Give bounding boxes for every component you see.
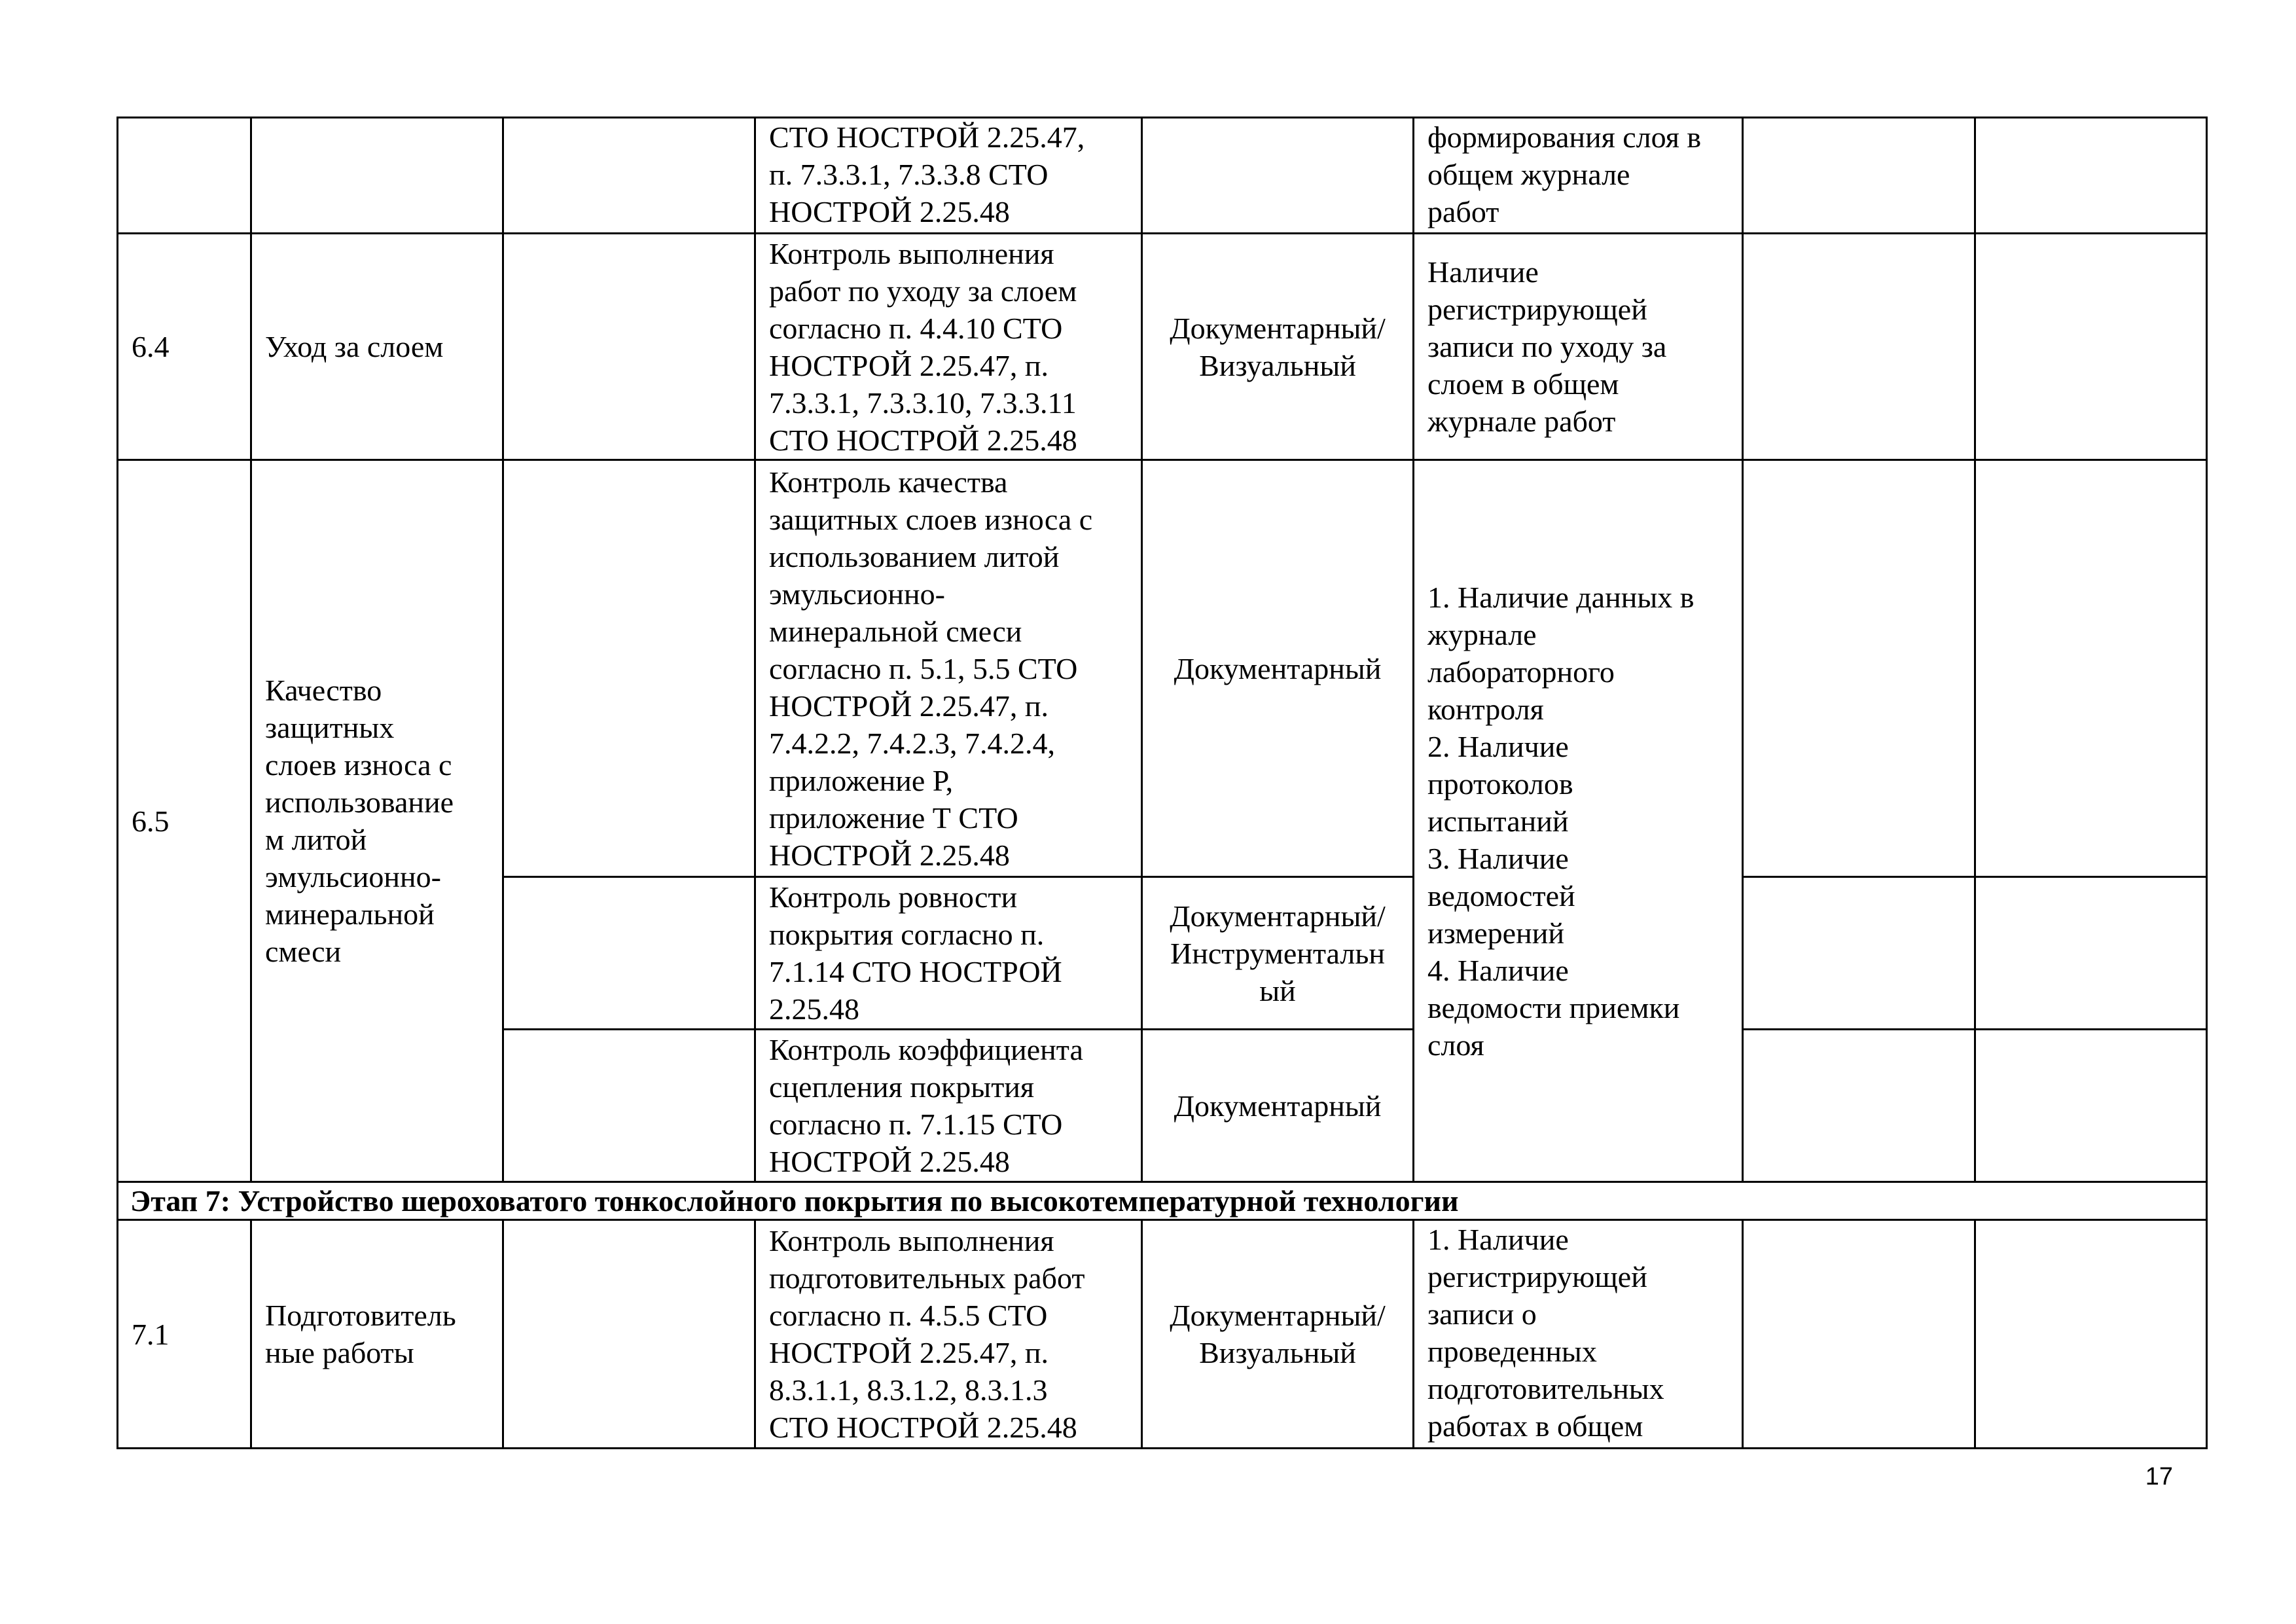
cell-result: 1. Наличие регистрирующей записи о проведенных подготовительных работах в общем [1414,1220,1743,1449]
cell-control: Контроль качества защитных слоев износа с использованием литой эмульсионно- минеральной смеси согласно п. 5.1, 5.5 СТО НОСТРОЙ 2.25.47, п. 7.4.2.2, 7.4.2.3, 7.4.2.4, приложение Р, приложение Т СТО НОСТРОЙ 2.25.48 [755,460,1142,877]
table-row-7-1 [118,1220,2207,1449]
table-row-continuation [118,118,2207,234]
cell-method: Документарный/ Инструментальн ый [1142,877,1414,1030]
cell-stage: Подготовитель ные работы [251,1220,503,1449]
cell-blank [503,234,755,460]
cell-control: Контроль выполнения подготовительных работ согласно п. 4.5.5 СТО НОСТРОЙ 2.25.47, п. 8.3.1.1, 8.3.1.2, 8.3.1.3 СТО НОСТРОЙ 2.25.48 [755,1220,1142,1449]
cell-blank [503,460,755,877]
table-row-6-4 [118,234,2207,460]
cell-stage [251,118,503,234]
cell-control: Контроль ровности покрытия согласно п. 7.1.14 СТО НОСТРОЙ 2.25.48 [755,877,1142,1030]
cell-extra-2 [1975,877,2207,1030]
stage-heading-row [118,1182,2207,1220]
cell-num: 6.5 [118,460,251,1182]
cell-method: Документарный [1142,460,1414,877]
cell-method [1142,118,1414,234]
cell-extra-2 [1975,118,2207,234]
cell-extra-2 [1975,460,2207,877]
cell-blank [503,118,755,234]
cell-result: Наличие регистрирующей записи по уходу за слоем в общем журнале работ [1414,234,1743,460]
cell-method: Документарный/ Визуальный [1142,1220,1414,1449]
cell-control: СТО НОСТРОЙ 2.25.47, п. 7.3.3.1, 7.3.3.8 СТО НОСТРОЙ 2.25.48 [755,118,1142,234]
cell-extra-1 [1743,460,1975,877]
cell-extra-1 [1743,1220,1975,1449]
cell-extra-2 [1975,1220,2207,1449]
cell-extra-1 [1743,118,1975,234]
cell-extra-1 [1743,234,1975,460]
page-number: 17 [2145,1463,2173,1490]
cell-blank [503,877,755,1030]
cell-extra-2 [1975,234,2207,460]
cell-num: 6.4 [118,234,251,460]
cell-result: 1. Наличие данных в журнале лабораторного контроля 2. Наличие протоколов испытаний 3. Наличие ведомостей измерений 4. Наличие ведомости приемки слоя [1414,460,1743,1182]
cell-method: Документарный/ Визуальный [1142,234,1414,460]
cell-stage: Уход за слоем [251,234,503,460]
cell-extra-2 [1975,1030,2207,1182]
cell-blank [503,1220,755,1449]
cell-extra-1 [1743,877,1975,1030]
control-table [117,117,2208,1449]
cell-blank [503,1030,755,1182]
cell-result: формирования слоя в общем журнале работ [1414,118,1743,234]
cell-control: Контроль выполнения работ по уходу за слоем согласно п. 4.4.10 СТО НОСТРОЙ 2.25.47, п. 7.3.3.1, 7.3.3.10, 7.3.3.11 СТО НОСТРОЙ 2.25.48 [755,234,1142,460]
stage-heading: Этап 7: Устройство шероховатого тонкослойного покрытия по высокотемпературной технологии [118,1182,2207,1220]
cell-method: Документарный [1142,1030,1414,1182]
cell-extra-1 [1743,1030,1975,1182]
cell-stage: Качество защитных слоев износа с использование м литой эмульсионно- минеральной смеси [251,460,503,1182]
cell-control: Контроль коэффициента сцепления покрытия согласно п. 7.1.15 СТО НОСТРОЙ 2.25.48 [755,1030,1142,1182]
cell-num [118,118,251,234]
table-row-6-5 [118,460,2207,877]
cell-num: 7.1 [118,1220,251,1449]
